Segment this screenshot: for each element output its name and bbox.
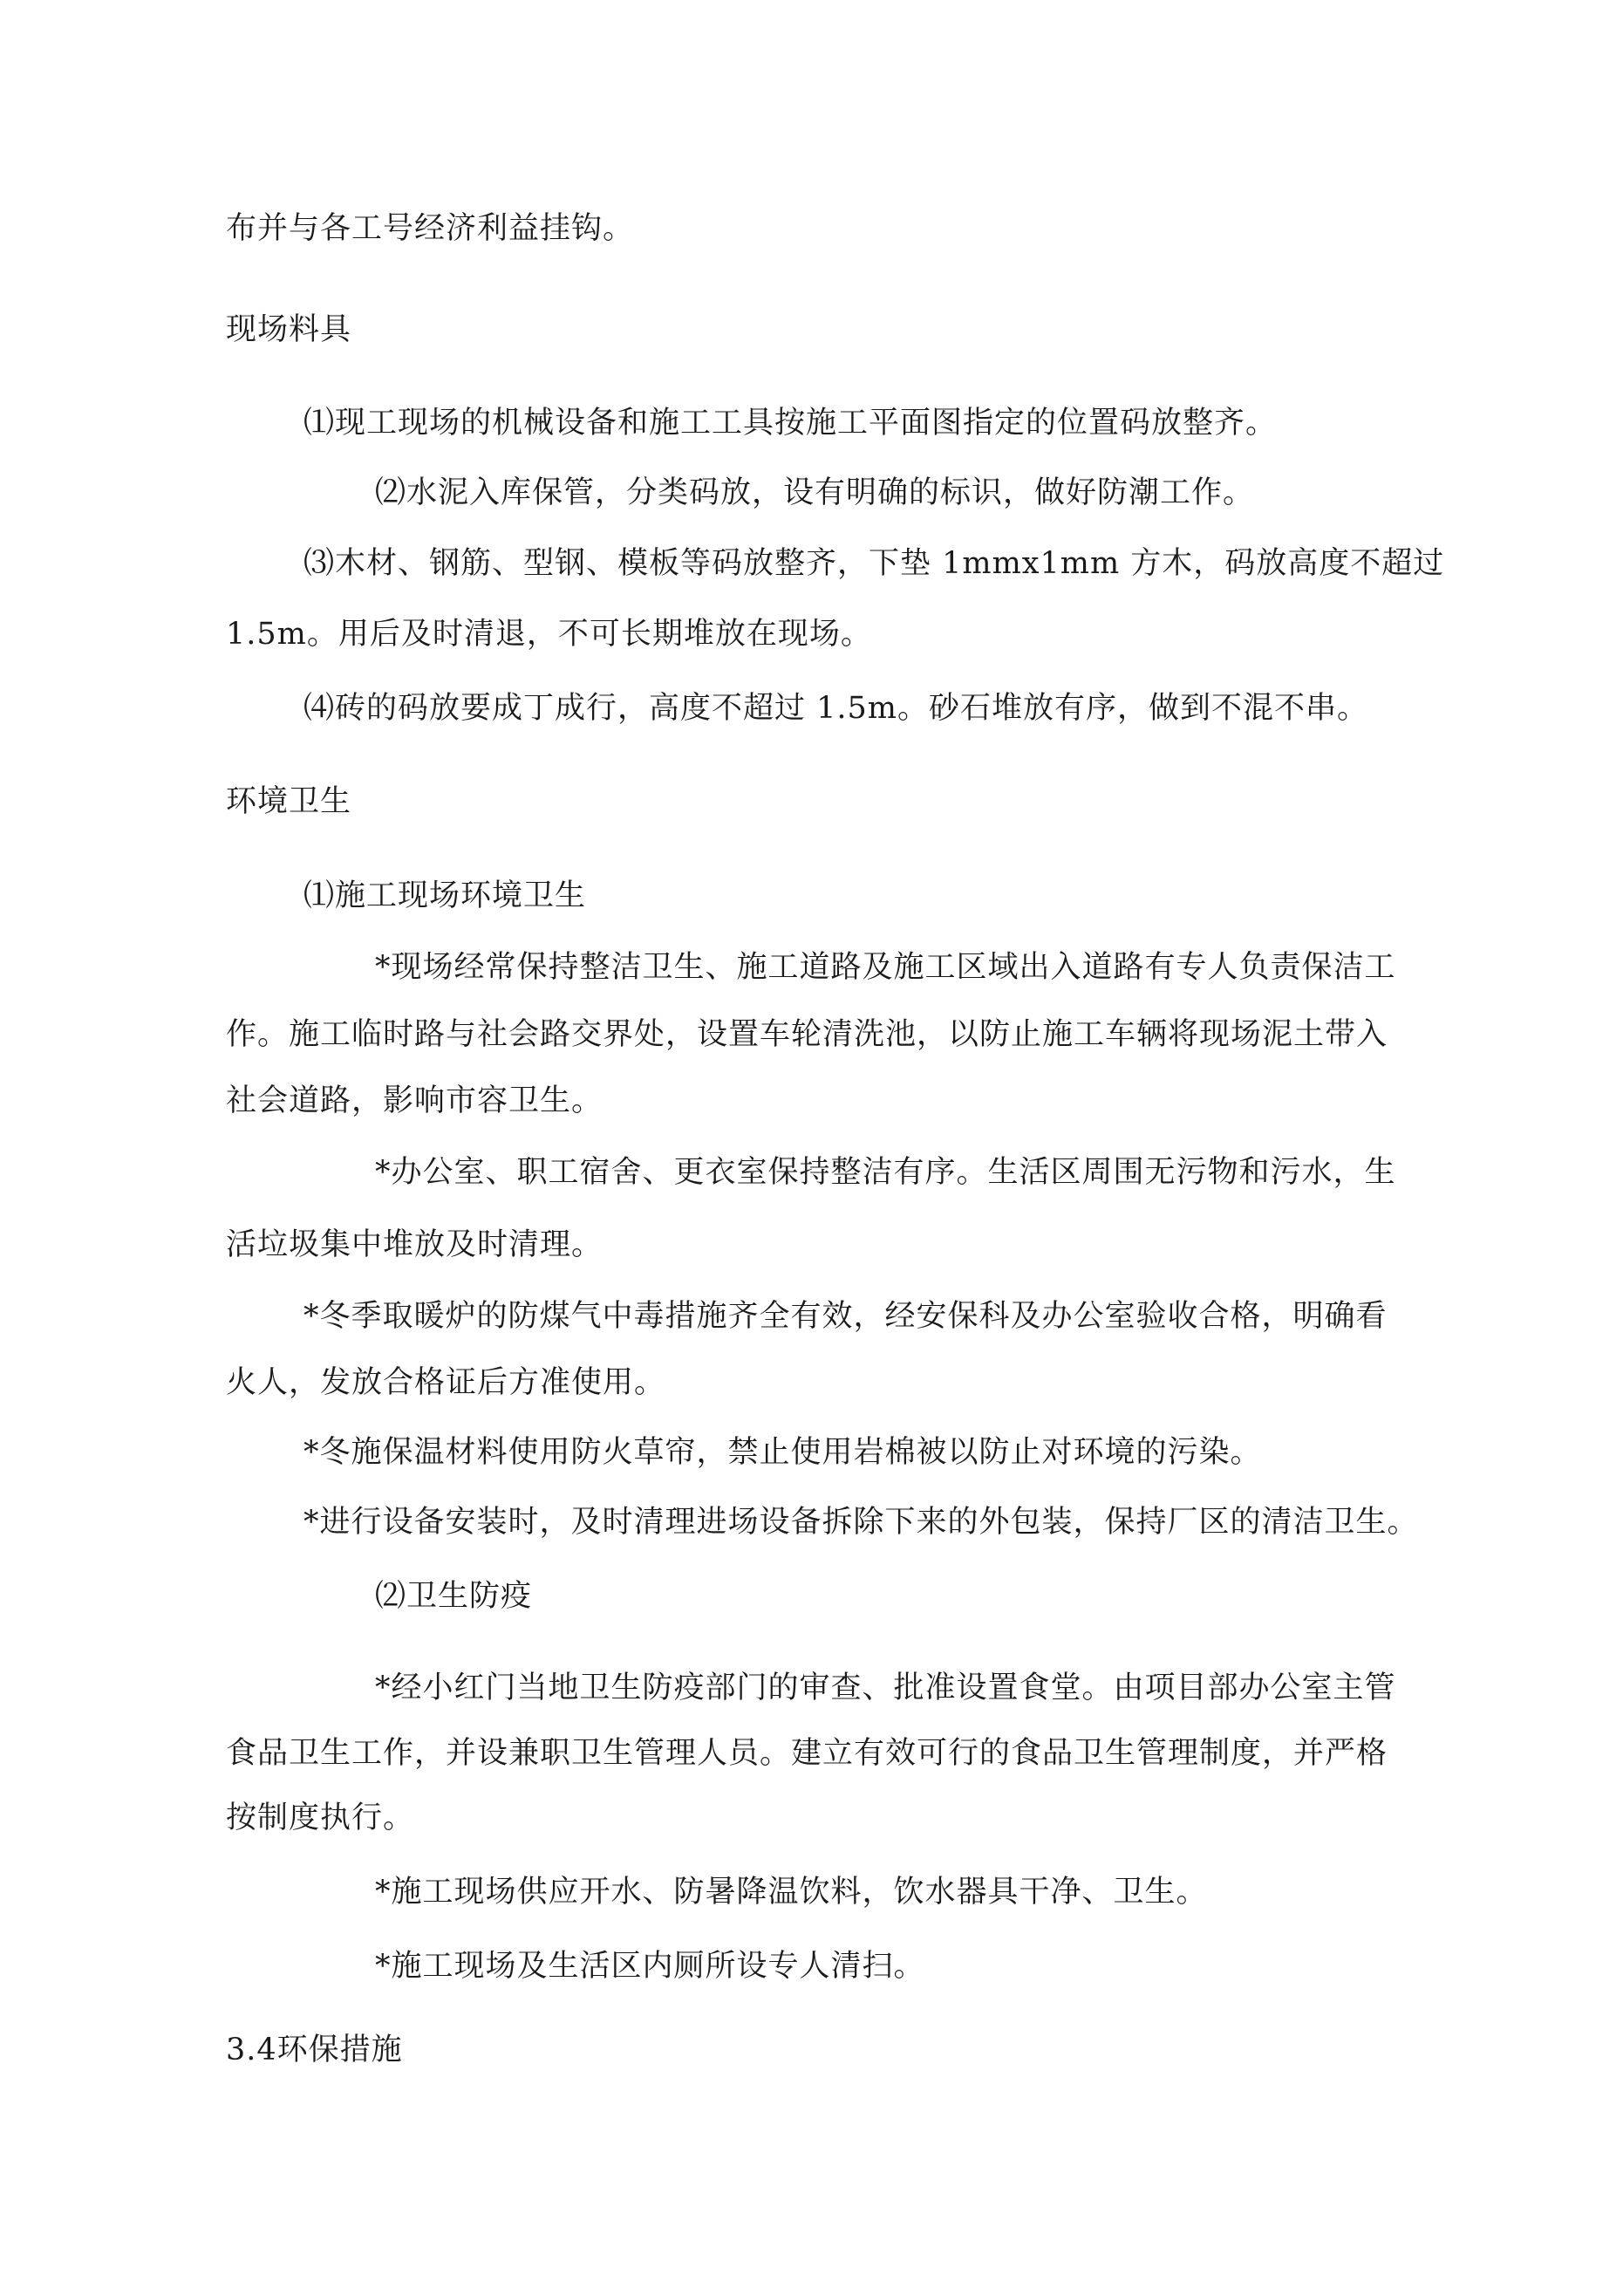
text-line: *经小红门当地卫生防疫部门的审查、批准设置食堂。由项目部办公室主管 — [375, 1671, 1396, 1705]
text-line: 作。施工临时路与社会路交界处，设置车轮清洗池，以防止施工车辆将现场泥土带入 — [226, 1017, 1388, 1052]
text-line: *进行设备安装时，及时清理进场设备拆除下来的外包装，保持厂区的清洁卫生。 — [303, 1505, 1419, 1540]
text-line: *施工现场供应开水、防暑降温饮料，饮水器具干净、卫生。 — [375, 1875, 1208, 1910]
text-line: ⑵卫生防疫 — [375, 1579, 533, 1614]
text-line: ⑷砖的码放要成丁成行，高度不超过 1.5m。砂石堆放有序，做到不混不串。 — [303, 691, 1368, 726]
text-line: 活垃圾集中堆放及时清理。 — [226, 1227, 604, 1262]
text-line: ⑵水泥入库保管，分类码放，设有明确的标识，做好防潮工作。 — [375, 475, 1255, 510]
text-line: 食品卫生工作，并设兼职卫生管理人员。建立有效可行的食品卫生管理制度，并严格 — [226, 1736, 1388, 1771]
text-line: ⑴现工现场的机械设备和施工工具按施工平面图指定的位置码放整齐。 — [303, 406, 1278, 441]
section-heading-site-materials: 现场料具 — [226, 312, 352, 347]
text-line: *冬施保温材料使用防火草帘，禁止使用岩棉被以防止对环境的污染。 — [303, 1435, 1262, 1470]
text-line: 社会道路，影响市容卫生。 — [226, 1083, 604, 1118]
section-heading-environmental-measures: 3.4环保措施 — [226, 2033, 403, 2067]
text-line: ⑶木材、钢筋、型钢、模板等码放整齐，下垫 1mmx1mm 方木，码放高度不超过 — [303, 546, 1445, 581]
text-line: *施工现场及生活区内厕所设专人清扫。 — [375, 1949, 925, 1984]
text-line: 按制度执行。 — [226, 1801, 415, 1835]
text-line: ⑴施工现场环境卫生 — [303, 878, 587, 913]
text-line: *冬季取暖炉的防煤气中毒措施齐全有效，经安保科及办公室验收合格，明确看 — [303, 1299, 1388, 1334]
text-line: 布并与各工号经济利益挂钩。 — [226, 211, 635, 246]
text-line: *办公室、职工宿舍、更衣室保持整洁有序。生活区周围无污物和污水，生 — [375, 1155, 1396, 1190]
text-line: 火人，发放合格证后方准使用。 — [226, 1365, 666, 1400]
section-heading-environment-hygiene: 环境卫生 — [226, 784, 352, 819]
text-line: *现场经常保持整洁卫生、施工道路及施工区域出入道路有专人负责保洁工 — [375, 950, 1396, 985]
text-line: 1.5m。用后及时清退，不可长期堆放在现场。 — [226, 617, 872, 652]
